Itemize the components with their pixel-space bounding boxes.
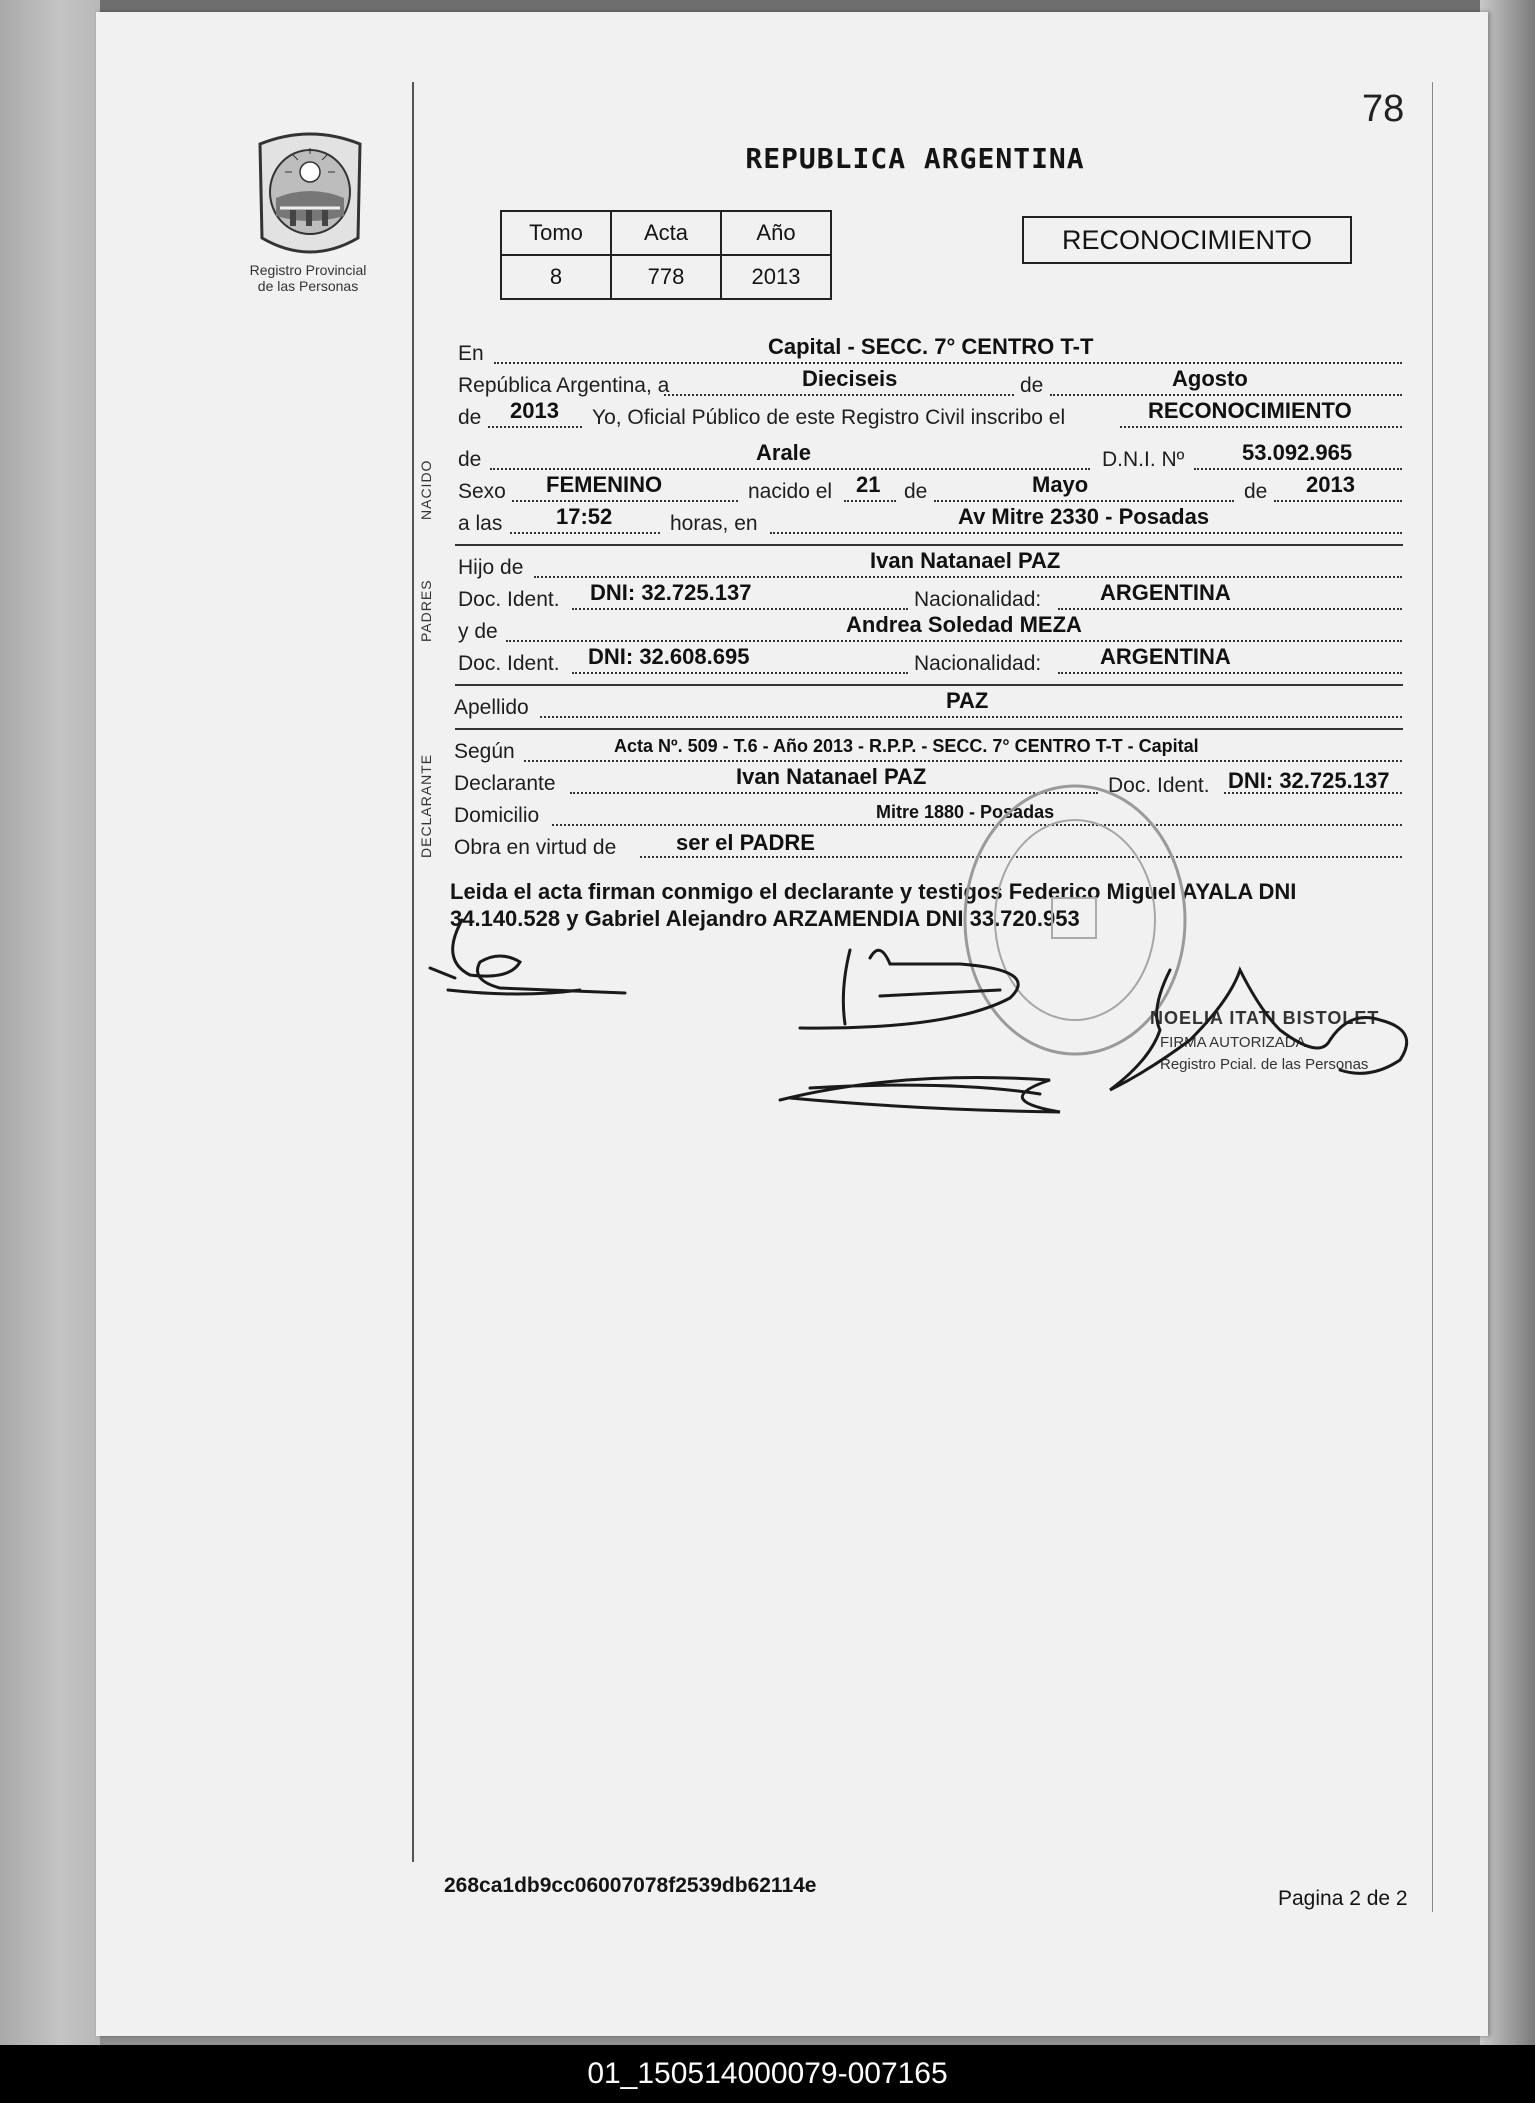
label-oficial: Yo, Oficial Público de este Registro Civil inscribo el <box>592 406 1066 429</box>
document-hash: 268ca1db9cc06007078f2539db62114e <box>444 1874 817 1897</box>
label-nacionalidad-padre: Nacionalidad: <box>914 588 1042 611</box>
section-divider <box>455 728 1403 730</box>
value-lugar-nac: Av Mitre 2330 - Posadas <box>958 504 1210 529</box>
record-header-anio: Año <box>721 211 831 255</box>
dotted-line <box>1058 608 1402 610</box>
seal-role: FIRMA AUTORIZADA <box>1160 1034 1306 1051</box>
label-y-de: y de <box>458 620 498 643</box>
section-divider <box>455 684 1403 686</box>
value-mes-nac: Mayo <box>1032 472 1089 497</box>
dotted-line <box>490 468 1090 470</box>
label-doc-ident-madre: Doc. Ident. <box>458 652 560 675</box>
dotted-line <box>664 394 1014 396</box>
dotted-line <box>494 362 1402 364</box>
value-apellido: PAZ <box>946 688 989 713</box>
value-padre-doc: DNI: 32.725.137 <box>590 580 752 605</box>
dotted-line <box>1058 672 1402 674</box>
record-type-box: RECONOCIMIENTO <box>1022 216 1352 264</box>
seal-office: Registro Pcial. de las Personas <box>1160 1056 1369 1073</box>
label-obra: Obra en virtud de <box>454 836 617 859</box>
value-madre: Andrea Soledad MEZA <box>846 612 1082 637</box>
value-nombre: Arale <box>756 440 812 465</box>
dotted-line <box>844 500 896 502</box>
value-dni: 53.092.965 <box>1242 440 1353 465</box>
label-de-anio: de <box>458 406 482 429</box>
label-domicilio: Domicilio <box>454 804 540 827</box>
dotted-line <box>1050 394 1402 396</box>
label-de-mes: de <box>1020 374 1044 397</box>
logo-caption-line1: Registro Provincial <box>249 262 367 278</box>
label-doc-ident-declarante: Doc. Ident. <box>1108 774 1210 797</box>
dotted-line <box>512 500 738 502</box>
page-number: 78 <box>1362 88 1405 130</box>
label-hijo-de: Hijo de <box>458 556 524 579</box>
label-doc-ident-padre: Doc. Ident. <box>458 588 560 611</box>
record-header-acta: Acta <box>611 211 721 255</box>
label-declarante: Declarante <box>454 772 556 795</box>
logo-caption <box>228 262 388 294</box>
document-title: REPUBLICA ARGENTINA <box>745 142 1085 175</box>
label-republica: República Argentina, a <box>458 374 670 397</box>
section-divider <box>455 544 1403 546</box>
value-anio-nac: 2013 <box>1306 472 1355 497</box>
dotted-line <box>540 716 1402 718</box>
value-tipo: RECONOCIMIENTO <box>1148 398 1352 423</box>
value-madre-nac: ARGENTINA <box>1100 644 1231 669</box>
record-header-tomo: Tomo <box>501 211 611 255</box>
side-label-padres: PADRES <box>418 579 434 642</box>
dotted-line <box>1120 426 1402 428</box>
logo-caption-line2: de las Personas <box>257 278 359 294</box>
seal-name: NOELIA ITATI BISTOLET <box>1150 1008 1380 1028</box>
dotted-line <box>1274 500 1402 502</box>
dotted-line <box>510 532 660 534</box>
value-domicilio: Mitre 1880 - Posadas <box>876 802 1055 822</box>
label-en: En <box>458 342 484 365</box>
pagination: Pagina 2 de 2 <box>1278 1887 1408 1910</box>
dotted-line <box>572 608 908 610</box>
label-a-las: a las <box>458 512 503 535</box>
record-value-tomo: 8 <box>501 255 611 299</box>
dotted-line <box>934 500 1234 502</box>
record-value-acta: 778 <box>611 255 721 299</box>
value-segun: Acta Nº. 509 - T.6 - Año 2013 - R.P.P. - SECC. 7° CENTRO T-T - Capital <box>614 736 1199 756</box>
label-nacionalidad-madre: Nacionalidad: <box>914 652 1042 675</box>
label-de-mes-nac: de <box>904 480 928 503</box>
side-label-declarante: DECLARANTE <box>418 753 434 858</box>
value-mes: Agosto <box>1172 366 1248 391</box>
value-dia: Dieciseis <box>802 366 898 391</box>
scan-background-right <box>1480 0 1535 2045</box>
label-de-anio-nac: de <box>1244 480 1268 503</box>
value-sexo: FEMENINO <box>546 472 663 497</box>
value-obra: ser el PADRE <box>676 830 815 855</box>
dotted-line <box>506 640 1402 642</box>
dotted-line <box>572 672 908 674</box>
label-horas-en: horas, en <box>670 512 758 535</box>
label-segun: Según <box>454 740 515 763</box>
value-declarante: Ivan Natanael PAZ <box>736 764 927 789</box>
value-lugar: Capital - SECC. 7° CENTRO T-T <box>768 334 1094 359</box>
scan-background-left <box>0 0 100 2045</box>
side-label-nacido: NACIDO <box>418 459 434 520</box>
dotted-line <box>534 576 1402 578</box>
value-dia-nac: 21 <box>856 472 881 497</box>
scan-id: 01_150514000079-007165 <box>587 2057 948 2090</box>
label-apellido: Apellido <box>454 696 529 719</box>
dotted-line <box>770 532 1402 534</box>
record-table <box>500 210 832 300</box>
record-value-anio: 2013 <box>721 255 831 299</box>
value-anio: 2013 <box>510 398 559 423</box>
value-padre: Ivan Natanael PAZ <box>870 548 1061 573</box>
label-dni: D.N.I. Nº <box>1102 448 1185 471</box>
provincia-misiones-logo <box>250 126 370 266</box>
label-nacido-el: nacido el <box>748 480 833 503</box>
left-margin-rule <box>412 82 414 1862</box>
value-declarante-doc: DNI: 32.725.137 <box>1228 768 1390 793</box>
dotted-line <box>524 760 1402 762</box>
dotted-line <box>1194 468 1402 470</box>
value-hora: 17:52 <box>556 504 613 529</box>
value-madre-doc: DNI: 32.608.695 <box>588 644 750 669</box>
right-margin-rule <box>1432 82 1433 1912</box>
value-padre-nac: ARGENTINA <box>1100 580 1231 605</box>
closing-statement: Leida el acta firman conmigo el declarante y testigos Federico Miguel AYALA DNI 34.140.528 y Gabriel Alejandro ARZAMENDIA DNI 33.720.953 <box>450 879 1297 931</box>
dotted-line <box>488 426 582 428</box>
label-sexo: Sexo <box>458 480 506 503</box>
label-de-nombre: de <box>458 448 482 471</box>
